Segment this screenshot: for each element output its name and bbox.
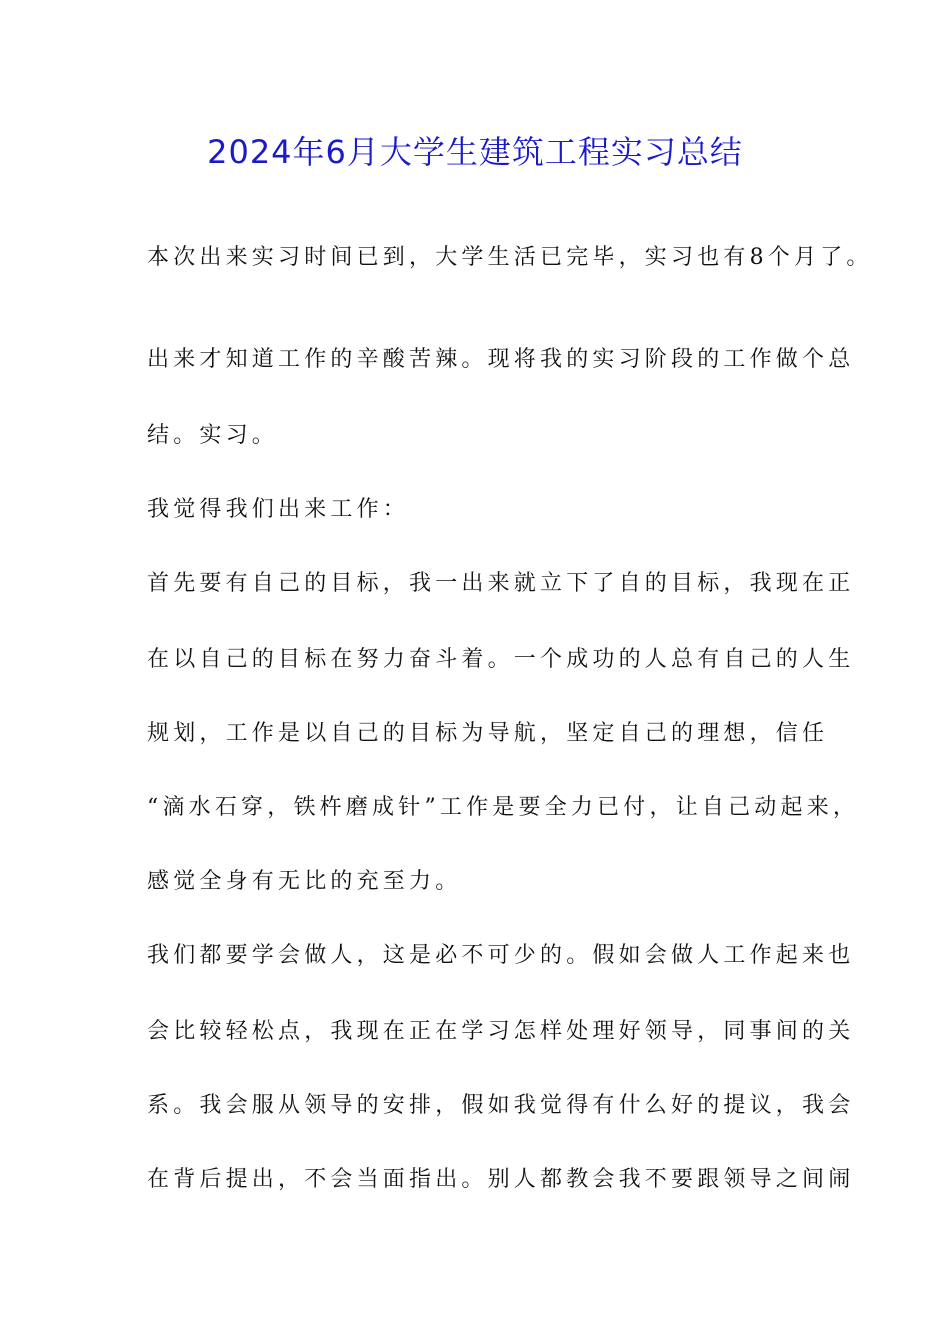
- body-line-2: 出来才知道工作的辛酸苦辣。现将我的实习阶段的工作做个总: [147, 347, 855, 372]
- body-line-10: 我们都要学会做人，这是必不可少的。假如会做人工作起来也: [147, 943, 855, 968]
- body-line-4: 我觉得我们出来工作：: [147, 497, 410, 522]
- body-line-13: 在背后提出，不会当面指出。别人都教会我不要跟领导之间闹: [147, 1167, 855, 1192]
- document-title: 2024年6月大学生建筑工程实习总结: [207, 133, 743, 171]
- body-line-9: 感觉全身有无比的充至力。: [147, 869, 462, 894]
- body-line-12: 系。我会服从领导的安排，假如我觉得有什么好的提议，我会: [147, 1093, 855, 1118]
- body-line-1: 本次出来实习时间已到，大学生活已完毕，实习也有8个月了。: [147, 245, 873, 270]
- body-line-3: 结。实习。: [147, 423, 279, 448]
- body-line-11: 会比较轻松点，我现在正在学习怎样处理好领导，同事间的关: [147, 1019, 855, 1044]
- body-line-5: 首先要有自己的目标，我一出来就立下了自的目标，我现在正: [147, 571, 855, 596]
- body-line-6: 在以自己的目标在努力奋斗着。一个成功的人总有自己的人生: [147, 647, 855, 672]
- body-line-7: 规划，工作是以自己的目标为导航，坚定自己的理想，信任: [147, 721, 829, 746]
- body-line-8: “滴水石穿，铁杵磨成针”工作是要全力已付，让自己动起来，: [147, 795, 860, 820]
